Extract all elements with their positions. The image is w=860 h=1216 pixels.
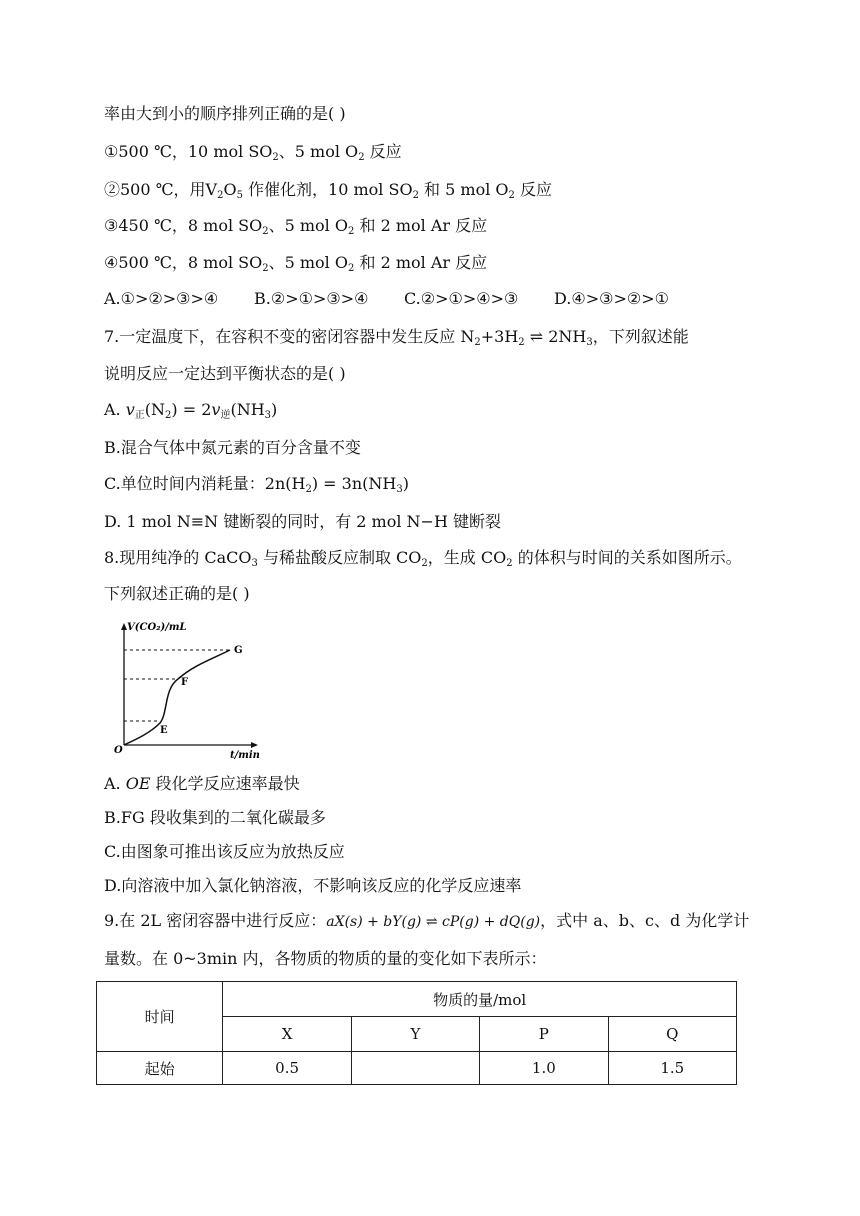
q6-item-3: ③450 ℃，8 mol $SO_2$、5 mol $O_2$ 和 2 mol Ar 反应 (104, 216, 488, 237)
q9-stem-line2: 量数。在 0~3min 内，各物质的物质的量的变化如下表所示： (104, 949, 547, 968)
table-col-p: P (480, 1017, 608, 1052)
q7-stem-line2: 说明反应一定达到平衡状态的是( ) (104, 364, 346, 383)
table-header-group: 物质的量/mol (223, 982, 737, 1017)
table-row (97, 1052, 737, 1085)
y-axis-label: V(CO₂)/mL (127, 622, 187, 633)
q6-option-c[interactable]: C.②>①>④>③ (404, 289, 519, 308)
q7-stem-line1: 7.一定温度下，在容积不变的密闭容器中发生反应 $N_2+3H_2$ ⇌ $2NH_3$，下列叙述能 (104, 327, 689, 348)
q6-item-1: ①500 ℃，10 mol $SO_2$、5 mol $O_2$ 反应 (104, 142, 402, 163)
table-cell: 1.5 (608, 1052, 736, 1085)
volume-time-graph (112, 617, 262, 762)
q8-option-d[interactable]: D.向溶液中加入氯化钠溶液，不影响该反应的化学反应速率 (104, 876, 522, 895)
table-col-q: Q (608, 1017, 736, 1052)
q7-option-a[interactable]: A. $v_正(N_2) = 2v_逆(NH_3)$ (104, 400, 278, 421)
q7-option-c[interactable]: C.单位时间内消耗量：$2n(H_2) = 3n(NH_3)$ (104, 474, 409, 495)
q8-option-a[interactable]: A. OE 段化学反应速率最快 (104, 774, 300, 793)
q8-option-c[interactable]: C.由图象可推出该反应为放热反应 (104, 842, 345, 861)
q9-stem-line1: 9.在 2L 密闭容器中进行反应：aX(s) + bY(g) ⇌ cP(g) + dQ(g)，式中 a、b、c、d 为化学计 (104, 911, 750, 930)
q8-option-b[interactable]: B.FG 段收集到的二氧化碳最多 (104, 808, 326, 827)
q6-stem-tail: 率由大到小的顺序排列正确的是( ) (104, 104, 346, 123)
q6-options (104, 289, 744, 309)
q6-item-2: ②500 ℃，用$V_2O_5$ 作催化剂，10 mol $SO_2$ 和 5 mol $O_2$ 反应 (104, 180, 553, 201)
table-cell: 0.5 (223, 1052, 351, 1085)
q7-option-d[interactable]: D. 1 mol N≡N 键断裂的同时，有 2 mol N−H 键断裂 (104, 512, 502, 531)
table-cell (351, 1052, 479, 1085)
x-axis-label: t/min (230, 750, 260, 761)
q8-stem-line2: 下列叙述正确的是( ) (104, 584, 250, 603)
x-axis-arrow (251, 742, 258, 748)
q9-equation: aX(s) + bY(g) ⇌ cP(g) + dQ(g) (326, 914, 541, 930)
q6-item-4: ④500 ℃，8 mol $SO_2$、5 mol $O_2$ 和 2 mol Ar 反应 (104, 253, 488, 274)
table-cell: 1.0 (480, 1052, 608, 1085)
q7-option-b[interactable]: B.混合气体中氮元素的百分含量不变 (104, 438, 361, 457)
origin-label: O (114, 745, 123, 756)
q6-option-a[interactable]: A.①>②>③>④ (104, 289, 219, 308)
point-e-label: E (160, 725, 168, 736)
q8-stem-line1: 8.现用纯净的 CaCO$_3$ 与稀盐酸反应制取 $CO_2$，生成 $CO_2$ 的体积与时间的关系如图所示。 (104, 548, 742, 569)
volume-curve (124, 650, 230, 745)
q6-option-b[interactable]: B.②>①>③>④ (254, 289, 369, 308)
table-col-y: Y (351, 1017, 479, 1052)
amount-table (96, 981, 737, 1085)
table-header-time: 时间 (97, 982, 223, 1052)
table-col-x: X (223, 1017, 351, 1052)
table-row-label: 起始 (97, 1052, 223, 1085)
point-f-label: F (181, 677, 189, 688)
q6-option-d[interactable]: D.④>③>②>① (554, 289, 669, 308)
point-g-label: G (234, 645, 243, 656)
